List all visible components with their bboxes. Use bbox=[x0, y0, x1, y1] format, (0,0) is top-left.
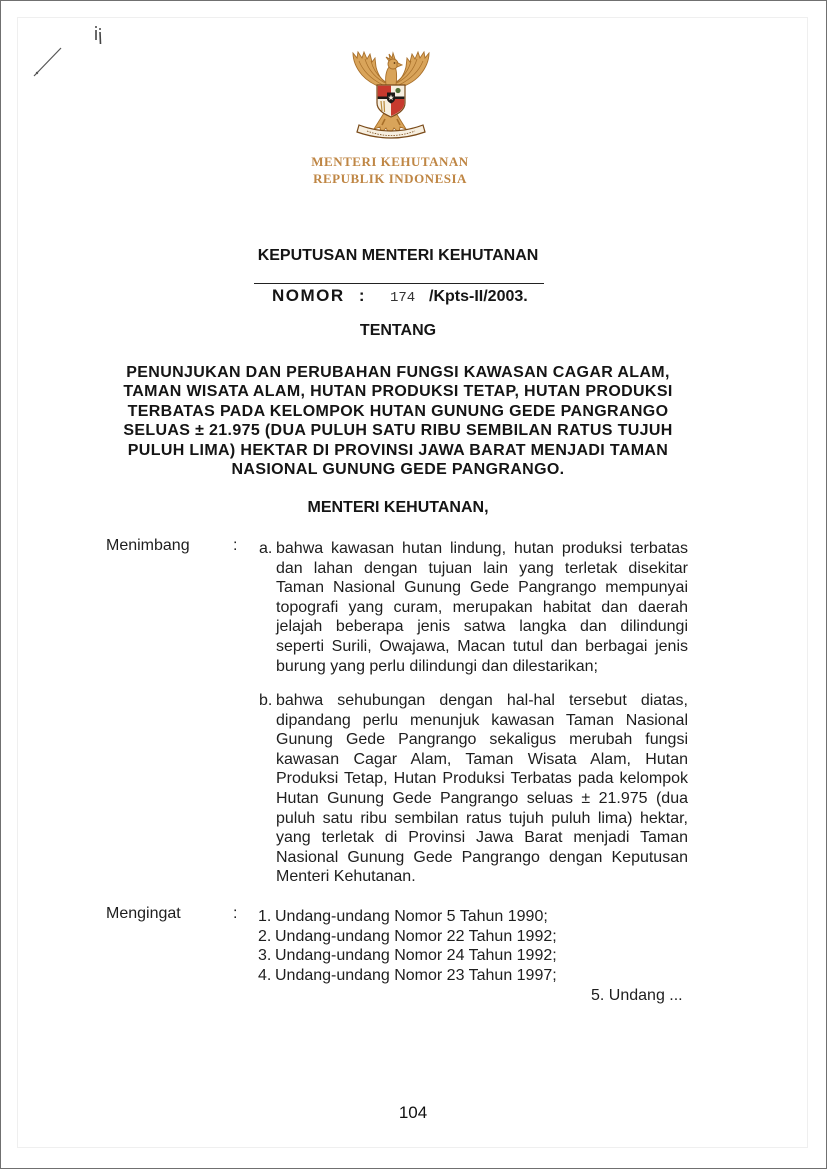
title-line: PULUH LIMA) HEKTAR DI PROVINSI JAWA BARAT MENJADI TAMAN bbox=[127, 441, 669, 459]
text-line: puluh satu ribu sembilan ratus tujuh puluh lima) hektar, bbox=[276, 809, 688, 827]
mengingat-colon: : bbox=[233, 905, 238, 922]
text-line: topografi yang curam, merupakan habitat dan daerah bbox=[276, 598, 688, 616]
heading-underline bbox=[254, 283, 544, 284]
continuation-marker: 5. Undang ... bbox=[591, 987, 683, 1004]
item-text bbox=[276, 691, 688, 887]
list-item-text: Undang-undang Nomor 23 Tahun 1997; bbox=[275, 966, 557, 984]
text-line: jelajah beberapa jenis satwa langka dan dilindungi bbox=[276, 618, 688, 636]
menimbang-label: Menimbang bbox=[106, 537, 190, 554]
text-line: Taman Nasional Gunung Gede Pangrango mempunyai bbox=[276, 579, 688, 597]
item-marker: b. bbox=[259, 692, 273, 709]
decree-title bbox=[98, 363, 698, 479]
mengingat-list bbox=[258, 907, 557, 985]
list-item bbox=[258, 966, 557, 986]
list-item-number: 2. bbox=[258, 927, 272, 945]
text-line: Produksi Tetap, Hutan Produksi Terbatas pada kelompok bbox=[276, 770, 688, 788]
text-line: bahwa kawasan hutan lindung, hutan produksi terbatas bbox=[276, 540, 688, 557]
list-item-text: Undang-undang Nomor 24 Tahun 1992; bbox=[275, 947, 557, 965]
text-line: Hutan Gunung Gede Pangrango seluas ± 21.975 (dua bbox=[276, 789, 688, 807]
number-label: NOMOR : bbox=[272, 286, 367, 305]
garuda-emblem-icon bbox=[345, 49, 437, 141]
text-line: Nasional Gunung Gede Pangrango dengan Keputusan bbox=[276, 848, 688, 866]
text-line: kawasan Cagar Alam, Taman Wisata Alam, Hutan bbox=[276, 750, 688, 768]
decree-number-line bbox=[272, 286, 528, 308]
title-line: TERBATAS PADA KELOMPOK HUTAN GUNUNG GEDE PANGRANGO bbox=[127, 402, 669, 420]
shield bbox=[377, 85, 405, 117]
list-item bbox=[258, 946, 557, 966]
text-line: Menteri Kehutanan. bbox=[276, 868, 416, 886]
left-wing bbox=[353, 52, 388, 89]
title-line: TAMAN WISATA ALAM, HUTAN PRODUKSI TETAP, HUTAN PRODUKSI bbox=[123, 383, 673, 401]
mengingat-label: Mengingat bbox=[106, 905, 181, 922]
page-number: 104 bbox=[398, 1103, 428, 1122]
list-item bbox=[258, 927, 557, 947]
text-line: dipandang perlu menunjuk kawasan Taman Nasional bbox=[276, 711, 688, 729]
list-item-number: 1. bbox=[258, 908, 272, 925]
item-marker: a. bbox=[259, 540, 273, 557]
title-line: SELUAS ± 21.975 (DUA PULUH SATU RIBU SEMBILAN RATUS TUJUH bbox=[123, 422, 673, 440]
menimbang-colon: : bbox=[233, 537, 238, 554]
about-heading: TENTANG bbox=[359, 322, 437, 339]
list-item-number: 3. bbox=[258, 947, 272, 965]
text-line: bahwa sehubungan dengan hal-hal tersebut diatas, bbox=[276, 692, 688, 709]
list-item-text: Undang-undang Nomor 22 Tahun 1992; bbox=[275, 927, 557, 945]
list-item bbox=[258, 907, 557, 927]
scan-artifact bbox=[1, 1, 121, 91]
text-line: burung yang perlu dilindungi dan dilestarikan; bbox=[276, 657, 598, 675]
text-line: yang terletak di Provinsi Jawa Barat menjadi Taman bbox=[276, 829, 688, 847]
letterhead-country: REPUBLIK INDONESIA bbox=[313, 171, 467, 186]
text-line: seperti Surili, Owajawa, Macan tutul dan berbagai jenis bbox=[276, 637, 688, 655]
text-line: dan lahan dengan tujuan lain yang terletak disekitar bbox=[276, 559, 688, 577]
item-text bbox=[276, 539, 688, 676]
right-wing bbox=[394, 52, 429, 89]
text-line: Gunung Gede Pangrango sekaligus merubah fungsi bbox=[276, 731, 688, 749]
list-item-text: Undang-undang Nomor 5 Tahun 1990; bbox=[275, 908, 548, 925]
letterhead-ministry: MENTERI KEHUTANAN bbox=[311, 154, 469, 169]
number-suffix: /Kpts-II/2003. bbox=[429, 288, 528, 305]
title-line: PENUNJUKAN DAN PERUBAHAN FUNGSI KAWASAN CAGAR ALAM, bbox=[126, 364, 670, 381]
title-line: NASIONAL GUNUNG GEDE PANGRANGO. bbox=[231, 460, 565, 478]
issuer-heading: MENTERI KEHUTANAN, bbox=[307, 499, 489, 516]
number-value: 174 bbox=[390, 290, 416, 306]
decree-heading: KEPUTUSAN MENTERI KEHUTANAN bbox=[257, 247, 539, 264]
list-item-number: 4. bbox=[258, 966, 272, 984]
